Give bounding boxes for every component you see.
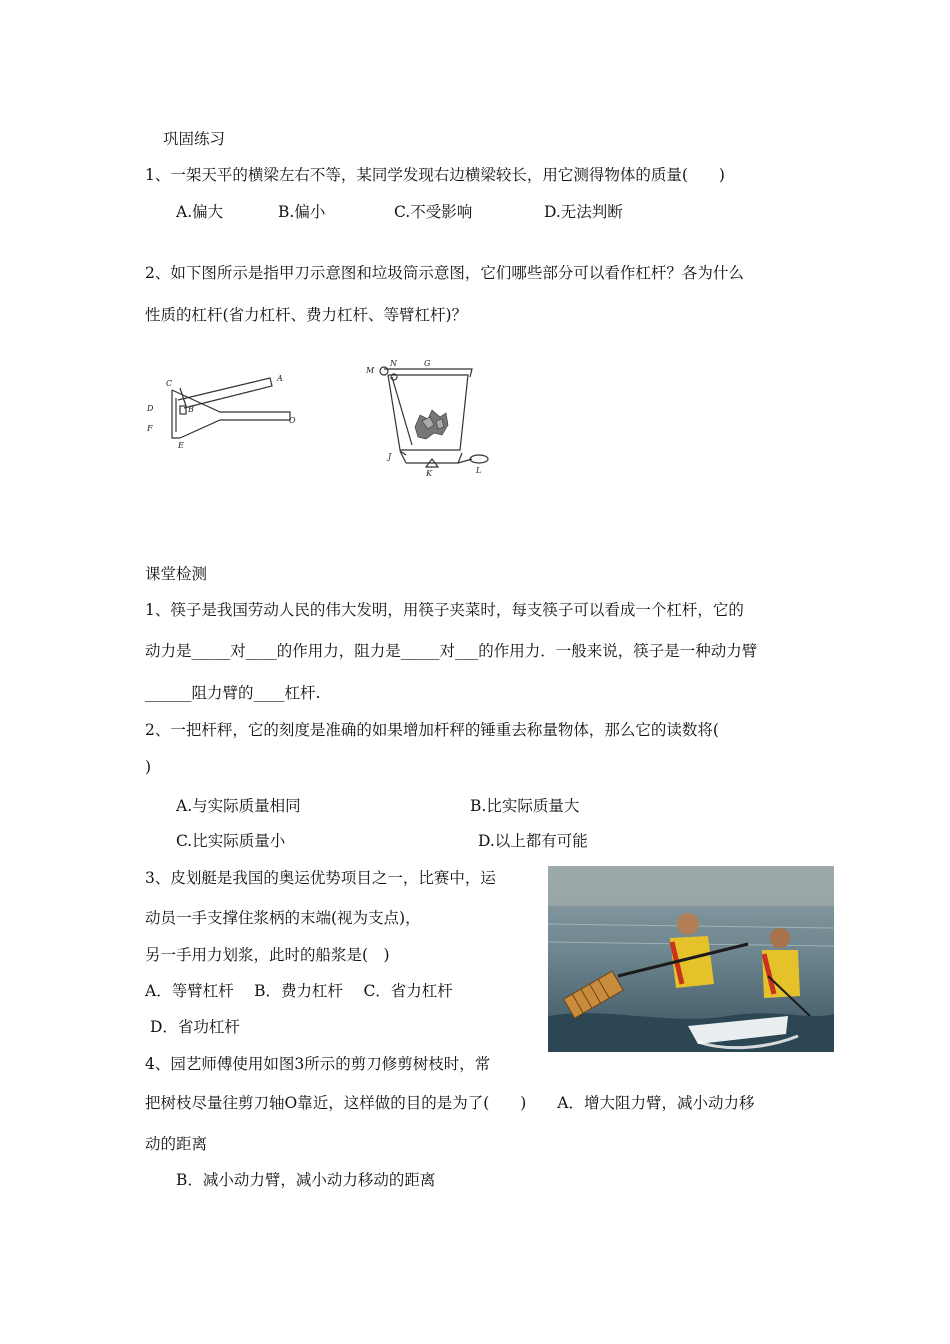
- check-q2-option-d: D.以上都有可能: [478, 832, 588, 850]
- label-b: B: [188, 405, 194, 414]
- label-g: G: [424, 359, 431, 368]
- check-q3-line1: 3、皮划艇是我国的奥运优势项目之一，比赛中，运: [145, 869, 496, 887]
- question-2-line2: 性质的杠杆(省力杠杆、费力杠杆、等臂杠杆)？: [145, 306, 468, 324]
- check-q4-line1: 4、园艺师傅使用如图3所示的剪刀修剪树枝时，常: [145, 1055, 491, 1073]
- check-q1-line1: 1、筷子是我国劳动人民的伟大发明，用筷子夹菜时，每支筷子可以看成一个杠杆，它的: [145, 601, 744, 619]
- kayak-photo: [548, 866, 834, 1052]
- q1-option-b: B.偏小: [278, 203, 326, 221]
- check-q4-line2: 把树枝尽量往剪刀轴O靠近，这样做的目的是为了( ) A．增大阻力臂，减小动力移: [145, 1094, 755, 1112]
- label-a: A: [277, 374, 283, 383]
- label-d: D: [147, 404, 154, 413]
- label-e: E: [178, 441, 184, 450]
- q1-option-d: D.无法判断: [544, 203, 623, 221]
- check-q1-line2: 动力是_____对____的作用力，阻力是_____对___的作用力．一般来说，筷子是一种动力臂: [145, 642, 758, 660]
- q1-option-a: A.偏大: [176, 203, 224, 221]
- check-q2-line2: ): [145, 758, 152, 776]
- question-1-text: 1、一架天平的横梁左右不等，某同学发现右边横梁较长，用它测得物体的质量( ): [145, 166, 725, 184]
- check-q3-options-line2: D．省功杠杆: [150, 1018, 240, 1036]
- check-q3-line2: 动员一手支撑住浆柄的末端(视为支点)，: [145, 909, 421, 927]
- section-title-practice: 巩固练习: [163, 130, 226, 148]
- q1-option-c: C.不受影响: [394, 203, 473, 221]
- check-q2-option-a: A.与实际质量相同: [176, 797, 301, 815]
- trash-bin-diagram: [360, 355, 500, 480]
- label-c: C: [166, 379, 173, 388]
- label-o: O: [289, 416, 296, 425]
- label-k: K: [426, 469, 432, 478]
- check-q4-option-b: B．减小动力臂，减小动力移动的距离: [176, 1171, 436, 1189]
- label-f: F: [147, 424, 153, 433]
- check-q4-line3: 动的距离: [145, 1135, 208, 1153]
- check-q2-option-b: B.比实际质量大: [470, 797, 580, 815]
- check-q3-line3: 另一手用力划浆，此时的船浆是( ): [145, 946, 390, 964]
- nail-clipper-diagram: [140, 360, 310, 460]
- label-m: M: [366, 366, 375, 375]
- check-q2-option-c: C.比实际质量小: [176, 832, 286, 850]
- question-2-line1: 2、如下图所示是指甲刀示意图和垃圾筒示意图，它们哪些部分可以看作杠杆？各为什么: [145, 264, 744, 282]
- section-title-classroom-check: 课堂检测: [145, 565, 208, 583]
- label-j: J: [388, 452, 392, 461]
- check-q1-line3: ______阻力臂的____杠杆.: [145, 684, 321, 702]
- check-q2-line1: 2、一把杆秤，它的刻度是准确的如果增加杆秤的锤重去称量物体，那么它的读数将(: [145, 721, 719, 739]
- label-l: L: [476, 466, 482, 475]
- check-q3-options-line1: A．等臂杠杆 B．费力杠杆 C．省力杠杆: [145, 982, 453, 1000]
- label-n: N: [390, 359, 397, 368]
